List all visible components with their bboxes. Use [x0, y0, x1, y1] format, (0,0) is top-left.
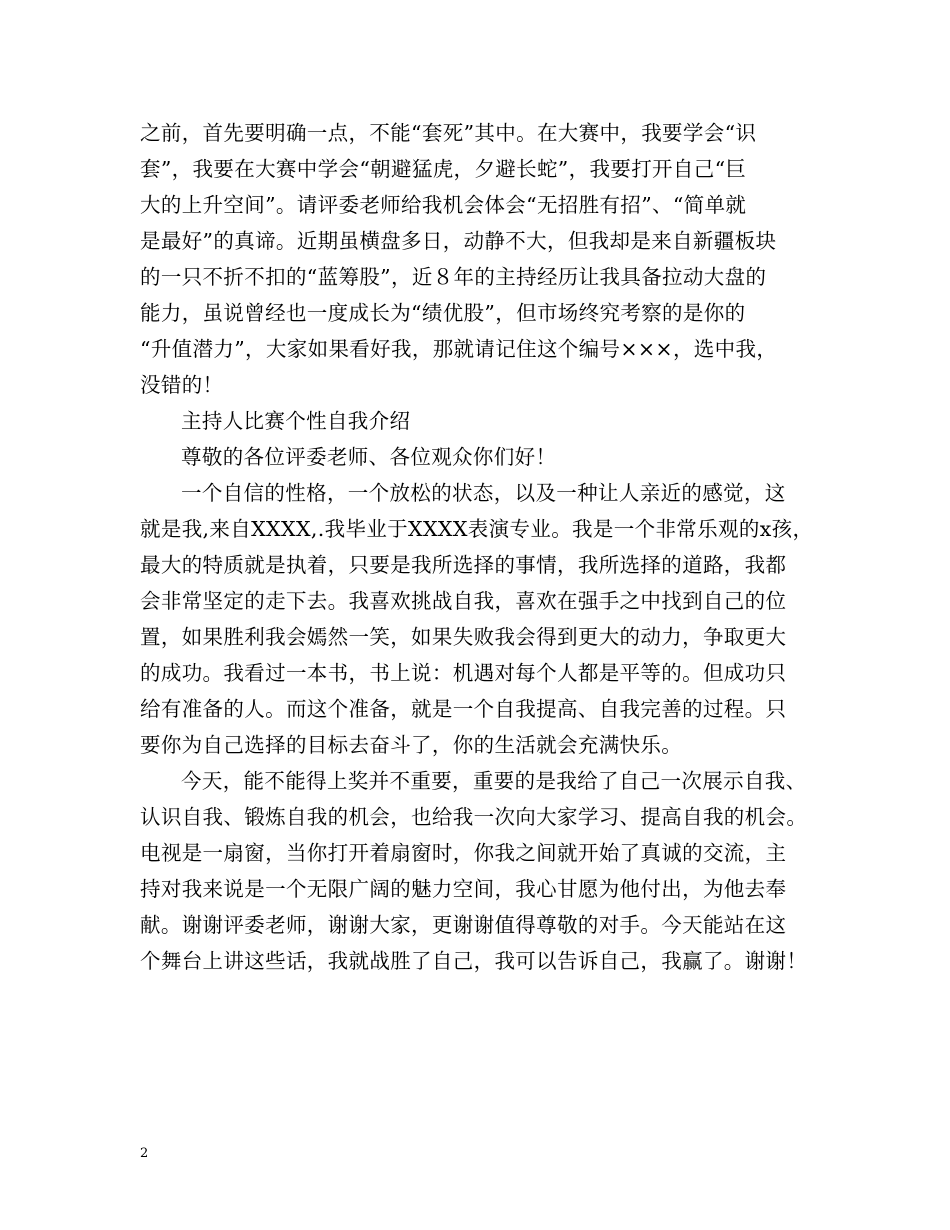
section-heading: 主持人比赛个性自我介绍 — [181, 409, 411, 433]
text-line: 献。谢谢评委老师，谢谢大家，更谢谢值得尊敬的对手。今天能站在这 — [140, 913, 787, 937]
text-line: 没错的！ — [140, 373, 224, 397]
text-line: 今天，能不能得上奖并不重要，重要的是我给了自己一次展示自我、 — [181, 769, 807, 793]
text-line: 大的上升空间”。请评委老师给我机会体会“无招胜有招”、“简单就 — [140, 193, 747, 217]
text-line: 的成功。我看过一本书，书上说：机遇对每个人都是平等的。但成功只 — [140, 661, 787, 685]
text-line: 持对我来说是一个无限广阔的魅力空间，我心甘愿为他付出，为他去奉 — [140, 877, 787, 901]
text-line: 要你为自己选择的目标去奋斗了，你的生活就会充满快乐。 — [140, 733, 683, 757]
text-line: 能力，虽说曾经也一度成长为“绩优股”，但市场终究考察的是你的 — [140, 301, 746, 325]
text-line: 置，如果胜利我会嫣然一笑，如果失败我会得到更大的动力，争取更大 — [140, 625, 787, 649]
text-line: “升值潜力”，大家如果看好我，那就请记住这个编号×××，选中我， — [140, 337, 778, 361]
text-line: 的一只不折不扣的“蓝筹股”，近８年的主持经历让我具备拉动大盘的 — [140, 265, 767, 289]
text-line: 会非常坚定的走下去。我喜欢挑战自我，喜欢在强手之中找到自己的位 — [140, 589, 787, 613]
text-line: 套”，我要在大赛中学会“朝避猛虎，夕避长蛇”，我要打开自己“巨 — [140, 157, 747, 181]
greeting-line: 尊敬的各位评委老师、各位观众你们好！ — [181, 445, 557, 469]
text-line: 一个自信的性格，一个放松的状态，以及一种让人亲近的感觉，这 — [181, 481, 786, 505]
text-line: 之前，首先要明确一点，不能“套死”其中。在大赛中，我要学会“识 — [140, 121, 757, 145]
text-line: 电视是一扇窗，当你打开着扇窗时，你我之间就开始了真诚的交流，主 — [140, 841, 787, 865]
body-text — [140, 115, 820, 979]
text-line: 给有准备的人。而这个准备，就是一个自我提高、自我完善的过程。只 — [140, 697, 787, 721]
text-line: 最大的特质就是执着，只要是我所选择的事情，我所选择的道路，我都 — [140, 553, 787, 577]
text-line: 认识自我、锻炼自我的机会，也给我一次向大家学习、提高自我的机会。 — [140, 805, 808, 829]
text-line: 就是我,来自XXXX,.我毕业于XXXX表演专业。我是一个非常乐观的x孩， — [140, 517, 814, 541]
text-line: 个舞台上讲这些话，我就战胜了自己，我可以告诉自己，我赢了。谢谢！ — [140, 949, 808, 973]
page-number: 2 — [140, 1146, 149, 1161]
text-line: 是最好”的真谛。近期虽横盘多日，动静不大，但我却是来自新疆板块 — [140, 229, 777, 253]
